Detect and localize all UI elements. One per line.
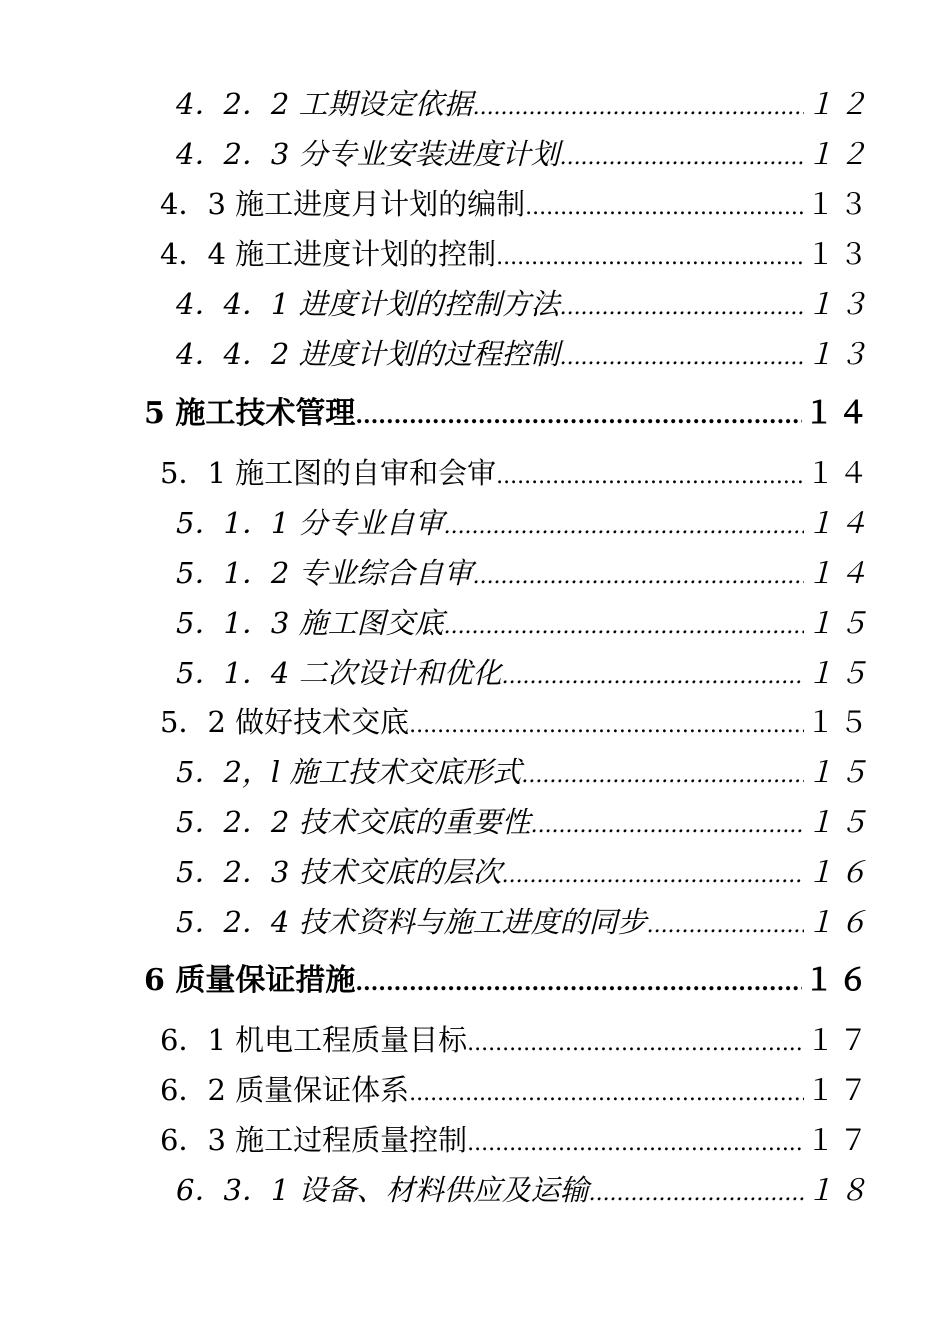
toc-entry[interactable] [176,136,872,172]
dot-leader [355,398,802,434]
toc-entry-page: １４ [805,556,872,590]
toc-entry-title: 6．3 施工过程质量控制 [160,1123,468,1157]
toc-entry-page: １４ [804,396,872,431]
toc-entry-page: １６ [805,905,872,939]
toc-entry[interactable] [176,754,872,790]
toc-entry-title: 5．1．2 专业综合自审 [176,556,473,590]
toc-entry-title: 6．1 机电工程质量目标 [160,1023,468,1057]
toc-entry-page: １７ [805,1023,872,1057]
toc-entry-page: １５ [805,606,872,640]
toc-entry-title: 5．2，l 施工技术交底形式 [176,755,522,789]
toc-entry-title: 5．2．4 技术资料与施工进度的同步 [176,905,647,939]
dot-leader [560,290,804,326]
toc-entry[interactable] [144,396,872,432]
toc-entry-title: 4．2．2 工期设定依据 [176,87,473,121]
dot-leader [409,1076,804,1112]
toc-entry[interactable] [176,505,872,541]
toc-entry[interactable] [160,1022,872,1058]
toc-entry[interactable] [160,1072,872,1108]
toc-entry-title: 6．2 质量保证体系 [160,1073,410,1107]
dot-leader [560,140,804,176]
dot-leader [444,609,804,645]
toc-entry-page: １３ [805,237,872,271]
toc-entry-page: １８ [805,1173,872,1207]
toc-entry[interactable] [176,336,872,372]
dot-leader [473,559,804,595]
dot-leader [531,808,804,844]
toc-entry-title: 6 质量保证措施 [144,963,356,998]
dot-leader [502,858,804,894]
dot-leader [647,908,804,944]
toc-entry-title: 5．1．3 施工图交底 [176,606,444,640]
toc-entry[interactable] [176,286,872,322]
toc-entry-page: １５ [805,656,872,690]
toc-entry-title: 6．3．1 设备、材料供应及运输 [176,1173,589,1207]
toc-entry-title: 4．4．1 进度计划的控制方法 [176,287,560,321]
toc-entry-page: １２ [805,87,872,121]
toc-entry-page: １７ [805,1123,872,1157]
toc-entry[interactable] [176,804,872,840]
toc-entry-title: 5 施工技术管理 [144,396,356,431]
dot-leader [589,1176,804,1212]
toc-entry-page: １２ [805,137,872,171]
dot-leader [521,758,804,794]
toc-entry[interactable] [160,236,872,272]
toc-entry-title: 5．1．4 二次设计和优化 [176,656,502,690]
dot-leader [502,659,804,695]
dot-leader [444,509,804,545]
toc-entry[interactable] [160,186,872,222]
toc-entry[interactable] [176,655,872,691]
toc-entry-page: １４ [805,506,872,540]
toc-entry-page: １５ [805,805,872,839]
dot-leader [496,240,804,276]
toc-entry-page: １４ [805,456,872,490]
toc-entry[interactable] [176,86,872,122]
toc-entry-page: １６ [805,855,872,889]
dot-leader [467,1026,804,1062]
toc-entry-page: １７ [805,1073,872,1107]
dot-leader [467,1126,804,1162]
toc-entry[interactable] [176,1172,872,1208]
dot-leader [473,90,804,126]
dot-leader [496,459,804,495]
toc-entry-title: 5．1 施工图的自审和会审 [160,456,497,490]
toc-entry[interactable] [144,963,872,999]
toc-entry[interactable] [160,1122,872,1158]
dot-leader [560,340,804,376]
toc-entry-title: 4．2．3 分专业安装进度计划 [176,137,560,171]
toc-entry[interactable] [176,854,872,890]
toc-entry-title: 5．2．2 技术交底的重要性 [176,805,531,839]
toc-entry[interactable] [176,555,872,591]
toc-entry-title: 4．4 施工进度计划的控制 [160,237,497,271]
toc-entry[interactable] [176,605,872,641]
toc-entry[interactable] [160,704,872,740]
toc-entry[interactable] [176,904,872,940]
toc-entry-page: １５ [805,705,872,739]
toc-entry[interactable] [160,455,872,491]
toc-entry-page: １３ [805,337,872,371]
toc-entry-page: １５ [805,755,872,789]
dot-leader [409,708,804,744]
dot-leader [525,190,804,226]
toc-entry-title: 5．2．3 技术交底的层次 [176,855,502,889]
toc-entry-page: １３ [805,287,872,321]
toc-entry-title: 5．2 做好技术交底 [160,705,410,739]
toc-entry-title: 5．1．1 分专业自审 [176,506,444,540]
toc-entry-title: 4．3 施工进度月计划的编制 [160,187,526,221]
toc-entry-title: 4．4．2 进度计划的过程控制 [176,337,560,371]
dot-leader [355,965,802,1001]
toc-entry-page: １６ [804,963,872,998]
toc-entry-page: １３ [805,187,872,221]
